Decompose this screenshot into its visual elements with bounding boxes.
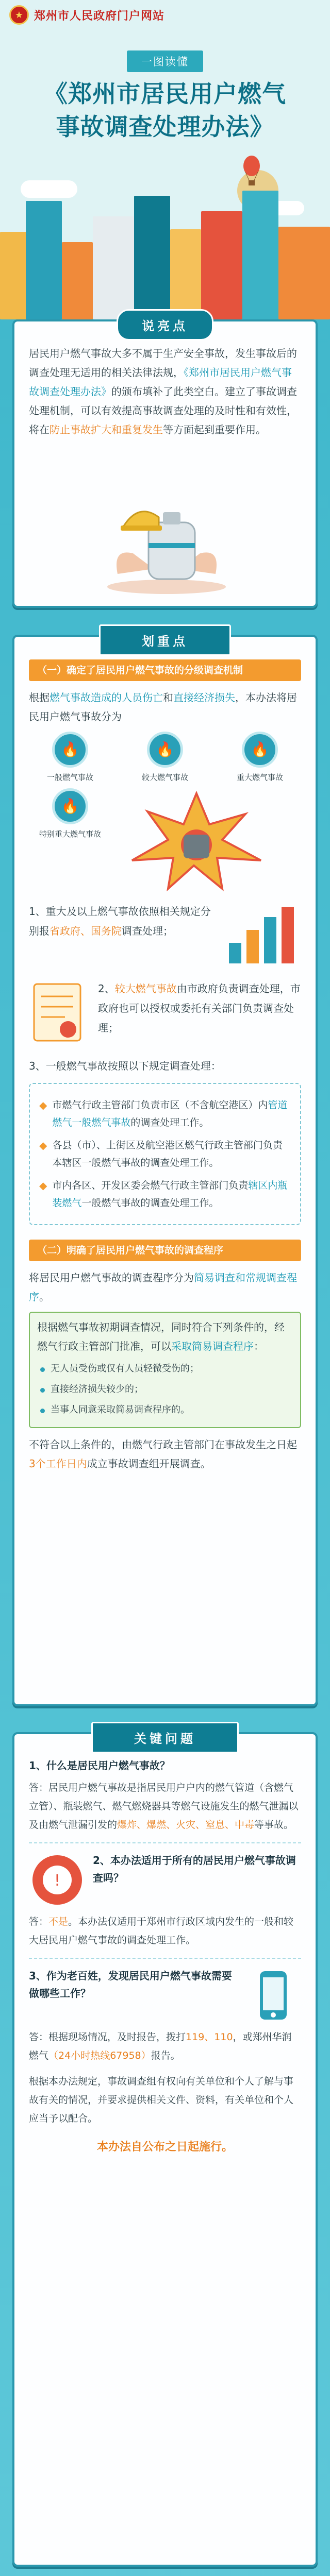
question-3: 3、作为老百姓，发现居民用户燃气事故需要做哪些工作？	[29, 1970, 232, 1999]
diamond-bullet-icon: ◆	[39, 1179, 47, 1192]
answer-emphasis: 爆炸、爆燃、火灾、窒息、中毒	[117, 1819, 255, 1831]
effective-date-note: 本办法自公布之日起施行。	[96, 2141, 233, 2154]
answer-text: 答：居民用户燃气事故是指居民用户户内的燃气管道（含燃气立管）、瓶装燃气、燃气燃烧器具等燃气设施发生的燃气泄漏以及由燃气泄漏引发的	[29, 1782, 299, 1831]
grading-text: 和	[163, 691, 173, 704]
subsection-heading-grading: （一）确定了居民用户燃气事故的分级调查机制	[29, 659, 301, 681]
section-tab-key-questions: 关键问题	[91, 1722, 239, 1753]
procedure-text: 将居民用户燃气事故的调查程序分为	[29, 1272, 194, 1284]
qa-item-1	[29, 1757, 301, 1843]
highlights-text-part: 等方面起到重要作用。	[163, 423, 266, 436]
title-line-2: 事故调查处理办法》	[56, 113, 274, 141]
point-1	[29, 902, 301, 969]
qa-item-2	[29, 1852, 301, 1959]
answer-text: ，或郑州华润燃气	[29, 2031, 292, 2061]
flame-icon: 🔥	[52, 732, 88, 768]
point-1-emphasis: 省政府、国务院	[50, 925, 122, 937]
question-1: 1、什么是居民用户燃气事故？	[29, 1759, 170, 1772]
document-stamp-icon	[29, 979, 91, 1046]
gas-cylinder-illustration	[102, 492, 231, 595]
diamond-bullet-icon: ◆	[39, 1099, 47, 1111]
answer-text: 答：	[29, 1916, 49, 1927]
rule-emphasis: 辖区内瓶装燃气	[52, 1180, 288, 1209]
simple-procedure-box	[29, 1312, 301, 1428]
rule-item	[39, 1137, 291, 1172]
level-label: 一般燃气事故	[46, 773, 93, 782]
national-emblem-icon: ★	[9, 5, 29, 25]
explosion-illustration	[111, 788, 282, 891]
gas-hotline: （24小时热线67958）	[48, 2050, 151, 2061]
procedure-text: 根据燃气事故初期调查情况，同时符合下列条件的，经燃气行政主管部门批准，可以	[37, 1321, 285, 1352]
svg-text:!: !	[54, 1872, 61, 1890]
point-2-emphasis: 较大燃气事故	[114, 982, 177, 995]
building	[62, 242, 93, 319]
building	[278, 227, 330, 319]
rule-emphasis: 管道燃气一般燃气事故	[52, 1099, 288, 1128]
procedure-text: 成立事故调查组开展调查。	[87, 1458, 211, 1470]
regulation-name: 《郑州市居民用户燃气事故调查处理办法》	[29, 366, 292, 398]
emergency-numbers: 119、110	[186, 2031, 233, 2043]
accident-level-list	[29, 726, 301, 788]
highlights-text-part: 的颁布填补了此类空白。建立了事故调查处理机制，可以有效提高事故调查处理的及时性和有效性，将在	[29, 385, 297, 436]
procedure-text: 。	[39, 1291, 50, 1303]
subsection-heading-procedure: （二）明确了居民用户燃气事故的调查程序	[29, 1240, 301, 1261]
procedure-text: 不符合以上条件的，由燃气行政主管部门在事故发生之日起	[29, 1438, 297, 1451]
point-2	[29, 979, 301, 1046]
procedure-emphasis: 采取简易调查程序	[171, 1340, 254, 1352]
building	[26, 201, 62, 319]
procedure-intro	[29, 1268, 301, 1307]
answer-1	[29, 1778, 301, 1834]
site-name[interactable]: 郑州市人民政府门户网站	[34, 9, 165, 23]
highlights-panel	[12, 319, 318, 608]
procedure-text: ：	[254, 1340, 264, 1352]
answer-3	[29, 2028, 301, 2065]
flame-icon: 🔥	[242, 732, 278, 768]
general-accident-rules	[29, 1083, 301, 1225]
point-3: 3、一般燃气事故按照以下规定调查处理：	[29, 1060, 221, 1072]
level-label: 特别重大燃气事故	[39, 829, 102, 839]
regular-procedure-text	[29, 1435, 301, 1473]
qa-item-3	[29, 1967, 301, 2157]
procedure-emphasis: 简易调查和常规调查程序	[29, 1272, 297, 1303]
grading-text: ，本办法将居民用户燃气事故分为	[29, 691, 297, 723]
highlights-emphasis: 防止事故扩大和重复发生	[50, 423, 163, 436]
grading-text: 根据	[29, 691, 50, 704]
point-2-text: 由市政府负责调查处理，市政府也可以授权或委托有关部门负责调查处理；	[98, 982, 301, 1034]
building	[170, 229, 201, 319]
city-illustration	[0, 165, 330, 319]
level-general	[39, 732, 101, 783]
procedure-deadline: 3个工作日内	[29, 1458, 87, 1470]
condition-item: 直接经济损失较少的；	[51, 1381, 293, 1398]
diamond-bullet-icon: ◆	[39, 1139, 47, 1151]
level-especially-major	[39, 788, 101, 840]
site-header[interactable]	[9, 5, 164, 25]
answer-text: 答：根据现场情况，及时报告，拨打	[29, 2031, 186, 2043]
question-2-row	[29, 1852, 301, 1908]
level-label: 重大燃气事故	[236, 773, 283, 782]
rule-item	[39, 1096, 291, 1131]
hot-air-balloon-icon	[241, 155, 262, 191]
title-line-1: 《郑州市居民用户燃气	[44, 80, 286, 108]
condition-item: 无人员受伤或仅有人员轻微受伤的；	[51, 1360, 293, 1378]
answer-3-supplement: 根据本办法规定，事故调查组有权向有关单位和个人了解与事故有关的情况，并要求提供相关文件、资料，有关单位和个人应当予以配合。	[29, 2076, 294, 2124]
cloud-icon	[21, 180, 77, 198]
flame-icon: 🔥	[52, 788, 88, 824]
highlights-text-part: 居民用户燃气事故大多不属于生产安全事故，发生事故后的调查处理无适用的相关法律法规，	[29, 347, 297, 379]
key-points-panel	[12, 635, 318, 1706]
grading-emphasis: 燃气事故造成的人员伤亡	[50, 691, 163, 704]
rule-text: 的调查处理工作。	[130, 1117, 209, 1128]
building	[93, 216, 134, 319]
key-questions-panel	[12, 1732, 318, 2567]
building	[242, 191, 278, 319]
building	[201, 211, 242, 319]
key-points-body	[14, 637, 316, 1481]
rule-text: 各县（市）、上街区及航空港区燃气行政主管部门负责本辖区一般燃气事故的调查处理工作。	[52, 1140, 283, 1168]
grading-intro	[29, 688, 301, 726]
page-title	[10, 77, 320, 143]
point-2-text: 2、	[98, 982, 115, 995]
reader-tag: 一图读懂	[127, 50, 203, 72]
key-questions-body	[14, 1734, 316, 2164]
question-3-row	[29, 1967, 301, 2024]
fire-alarm-icon	[29, 1852, 86, 1908]
building	[134, 196, 170, 319]
point-1-text: 1、重大及以上燃气事故依照相关规定分别报	[29, 905, 211, 937]
point-1-text: 调查处理；	[122, 925, 173, 937]
level-major	[229, 732, 291, 783]
simple-procedure-conditions	[37, 1360, 293, 1419]
phone-icon	[244, 1967, 301, 2024]
section-tab-highlights: 说亮点	[117, 309, 213, 341]
section-tab-key-points: 划重点	[99, 624, 231, 656]
rule-item	[39, 1177, 291, 1212]
condition-item: 当事人同意采取简易调查程序的。	[51, 1401, 293, 1419]
answer-text: 。本办法仅适用于郑州市行政区域内发生的一般和较大居民用户燃气事故的调查处理工作。	[29, 1916, 294, 1946]
level-label: 较大燃气事故	[141, 773, 188, 782]
question-2: 2、本办法适用于所有的居民用户燃气事故调查吗？	[93, 1854, 296, 1884]
rule-text: 市内各区、开发区委会燃气行政主管部门负责	[52, 1180, 249, 1191]
bar-chart-decoration-icon	[224, 902, 301, 969]
grading-emphasis: 直接经济损失	[173, 691, 235, 704]
rule-text: 一般燃气事故的调查处理工作。	[81, 1197, 219, 1209]
answer-text: 等事故。	[254, 1819, 294, 1831]
answer-2	[29, 1912, 301, 1950]
level-extra-row	[29, 788, 301, 891]
answer-text: 报告。	[151, 2050, 180, 2061]
level-larger	[134, 732, 196, 783]
rule-text: 市燃气行政主管部门负责市区（不含航空港区）内	[52, 1099, 268, 1111]
answer-emphasis: 不是	[48, 1916, 69, 1927]
flame-icon: 🔥	[147, 732, 183, 768]
